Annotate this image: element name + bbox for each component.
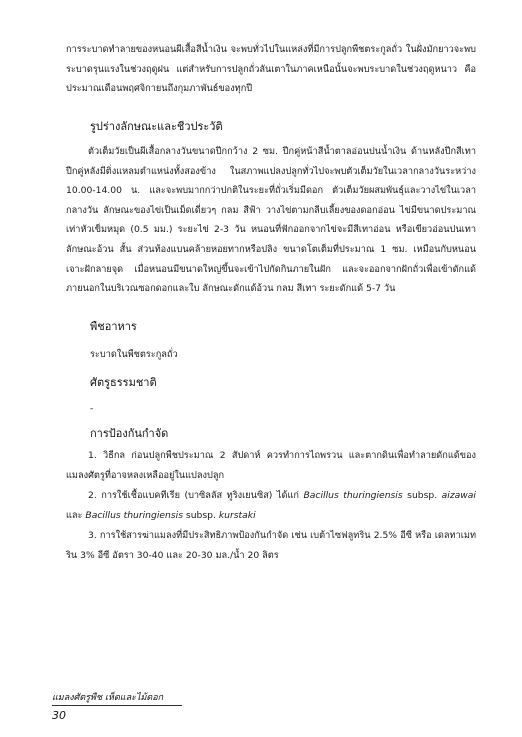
subsp-label-1: subsp. xyxy=(402,490,442,501)
heading-host-plants: พืชอาหาร xyxy=(90,320,137,333)
footer-divider xyxy=(52,705,182,706)
scientific-name-aizawai: aizawai xyxy=(441,490,476,501)
description-paragraph: ตัวเต็มวัยเป็นผีเสื้อกลางวันขนาดปีกกว้าง 2 ซม. ปีกคู่หน้าสีน้ำตาลอ่อนปนน้ำเงิน ด้านหลังปีกสีเทา ปีกคู่หลังมีติ่งแหลมตำแหน่งทั้งสองข้าง ในสภาพแปลงปลูกทั่วไปจะพบตัวเต็มวัยในเวลากลางวันระหว่าง 10.00-14.00 น. และจะพบมากกว่าปกติในระยะที่ถั่วเริ่มมีดอก ตัวเต็มวัยผสมพันธุ์และวางไข่ในเวลากลางวัน ลักษณะของไข่เป็นเม็ดเดี่ยวๆ กลม สีฟ้า วางไข่ตามกลีบเลี้ยงของดอกอ่อน ไข่มีขนาดประมาณเท่าหัวเข็มหมุด (0.5 มม.) ระยะไข่ 2-3 วัน หนอนที่ฟักออกจากไข่จะมีสีเทาอ่อน หรือเขียวอ่อนปนเทา ลักษณะอ้วน สั้น ส่วนท้องแบนคล้ายหอยทากหรือปลิง ขนาดโตเต็มที่ประมาณ 1 ซม. เหมือนกับหนอนเจาะฝักลายจุด เมื่อหนอนมีขนาดใหญ่ขึ้นจะเข้าไปกัดกินภายในฝัก และจะออกจากฝักถั่วเพื่อเข้าดักแด้ภายนอกในบริเวณซอกดอกและใบ ลักษณะดักแด้อ้วน กลม สีเทา ระยะดักแด้ 5-7 วัน xyxy=(66,146,476,295)
heading-natural-enemies: ศัตรูธรรมชาติ xyxy=(90,376,157,389)
natural-enemies-text: - xyxy=(90,403,94,414)
scientific-name-kurstaki: kurstaki xyxy=(218,509,256,521)
intro-paragraph: การระบาดทำลายของหนอนผีเสื้อสีน้ำเงิน จะพบทั่วไปในแหล่งที่มีการปลูกพืชตระกูลถั่ว ในฝั่งมักยาวจะพบระบาดรุนแรงในช่วงฤดูฝน แต่สำหรับการปลูกถั่วลันเตาในภาคเหนือนั้นจะพบระบาดในช่วงฤดูหนาว คือ ประมาณเดือนพฤศจิกายนถึงกุมภาพันธ์ของทุกปี xyxy=(66,44,476,95)
subsp-label-2: subsp. xyxy=(182,509,219,521)
control-item-2 xyxy=(66,486,476,525)
heading-appearance: รูปร่างลักษณะและชีวประวัติ xyxy=(90,120,223,133)
page-number: 30 xyxy=(52,709,66,722)
heading-control: การป้องกันกำจัด xyxy=(90,427,169,440)
host-plants-text: ระบาดในพืชตระกูลถั่ว xyxy=(90,349,178,360)
control-item-1: 1. วิธีกล ก่อนปลูกพืชประมาณ 2 สัปดาห์ ควรทำการไถพรวน และตากดินเพื่อทำลายดักแด้ของแมลงศัตรูที่อาจหลงเหลืออยู่ในแปลงปลูก xyxy=(66,450,476,481)
control-item-3: 3. การใช้สารฆ่าแมลงที่มีประสิทธิภาพป้องกันกำจัด เช่น เบต้าไซฟลูทริน 2.5% อีซี หรือ เดลทาเมทริน 3% อีซี อัตรา 30-40 และ 20-30 มล./น้ำ 20 ลิตร xyxy=(66,530,476,561)
footer-book-title: แมลงศัตรูพืช เห็ดและไม้ดอก xyxy=(52,693,164,703)
scientific-name-bt-1: Bacillus thuringiensis xyxy=(303,490,403,501)
conjunction-label: และ xyxy=(66,509,86,521)
control-2-intro: 2. การใช้เชื้อแบคทีเรีย (บาซิลลัส ทูริงเยนซิส) ได้แก่ xyxy=(88,490,304,501)
scientific-name-bt-2: Bacillus thuringiensis xyxy=(85,509,183,521)
